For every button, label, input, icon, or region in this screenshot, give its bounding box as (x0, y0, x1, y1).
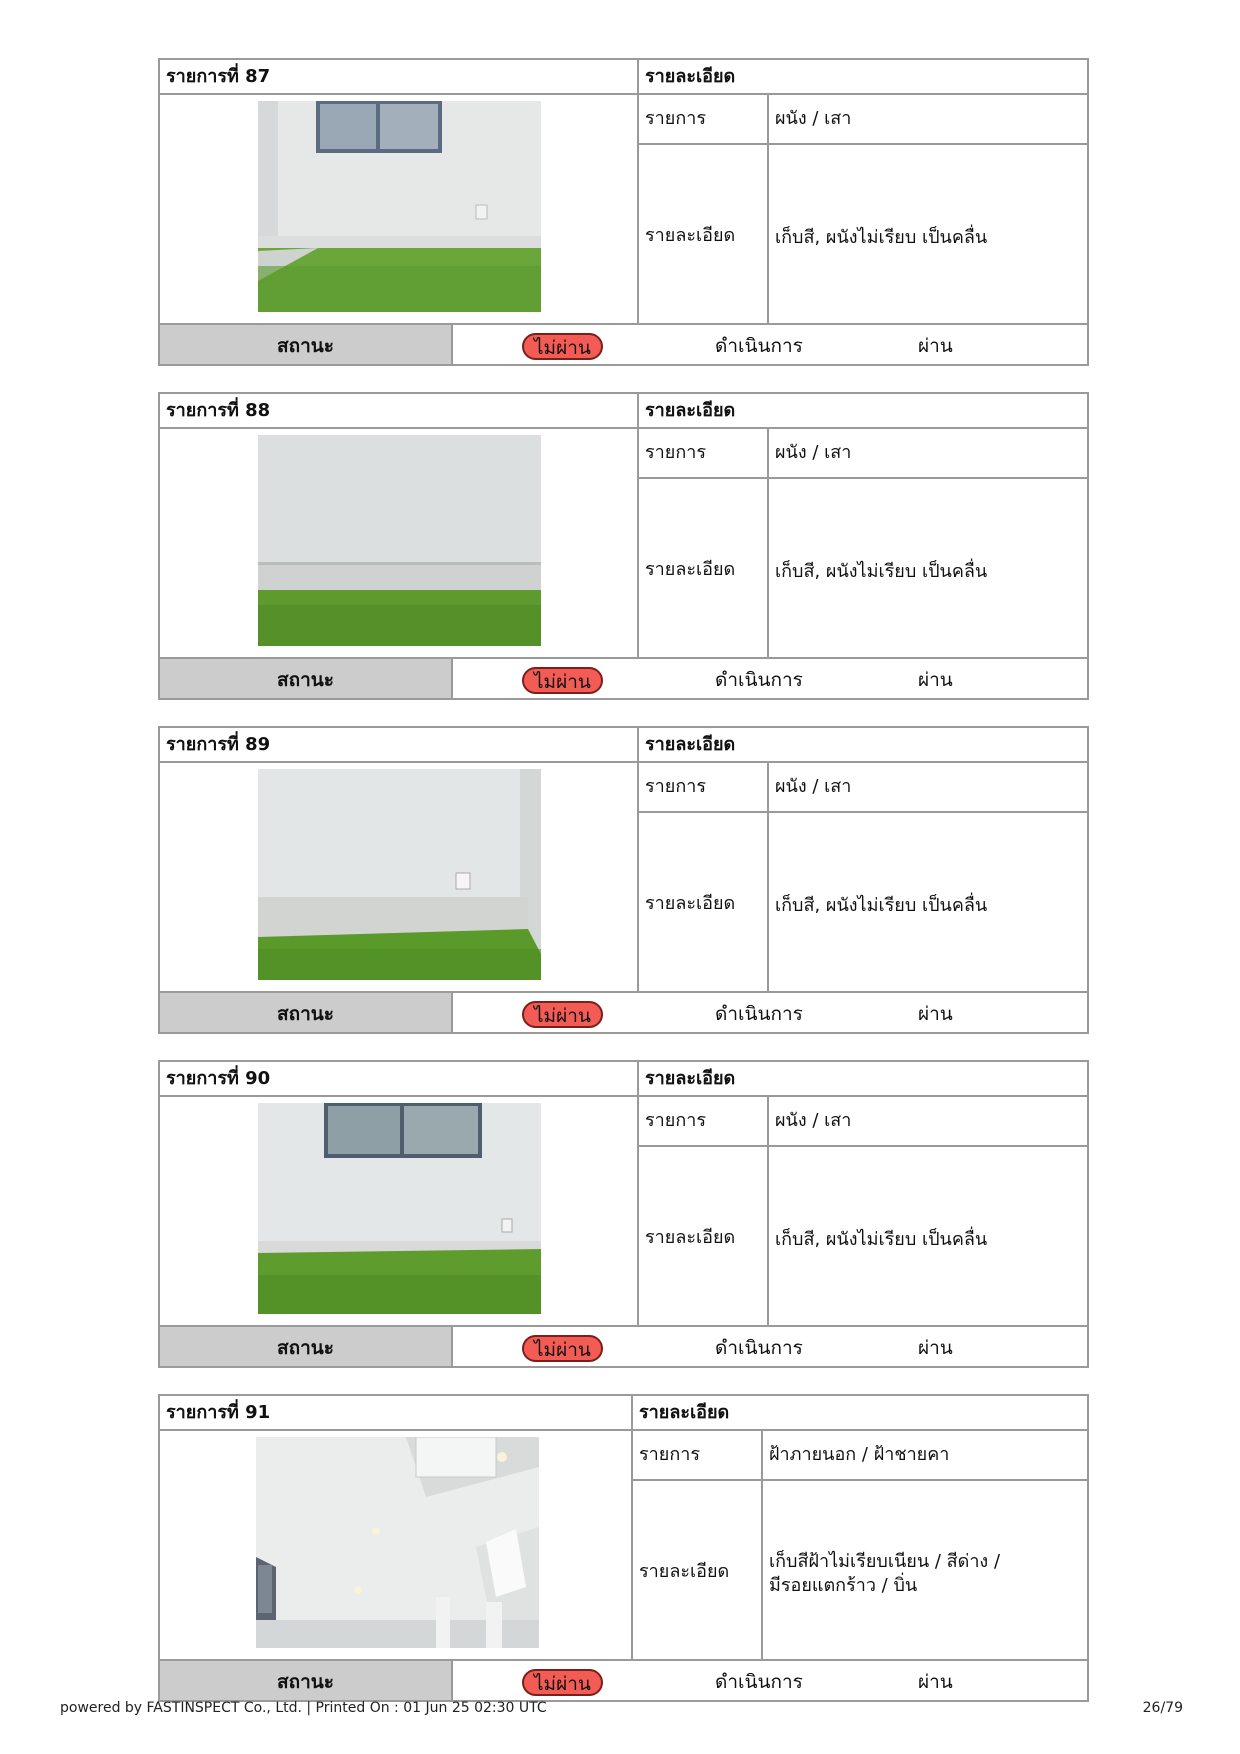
status-in-progress[interactable]: ดำเนินการ (715, 669, 803, 691)
item-category: ผนัง / เสา (769, 763, 1087, 813)
detail-header: รายละเอียด (639, 728, 1087, 763)
inspection-photo[interactable] (258, 435, 541, 646)
item-title: รายการที่ 87 (160, 60, 639, 95)
status-fail-badge[interactable]: ไม่ผ่าน (522, 333, 603, 360)
status-fail-badge[interactable]: ไม่ผ่าน (522, 1669, 603, 1696)
inspection-item-card (158, 1394, 1089, 1702)
page-number: 26/79 (1142, 1700, 1183, 1716)
inspection-photo[interactable] (258, 769, 541, 980)
inspection-photo[interactable] (258, 101, 541, 312)
item-category: ผนัง / เสา (769, 429, 1087, 479)
item-category: ผนัง / เสา (769, 1097, 1087, 1147)
photo-cell (160, 429, 639, 657)
status-pass[interactable]: ผ่าน (918, 1003, 953, 1025)
detail-label: รายละเอียด (639, 1147, 769, 1325)
photo-cell (160, 763, 639, 991)
status-pass[interactable]: ผ่าน (918, 669, 953, 691)
detail-header: รายละเอียด (633, 1396, 1087, 1431)
status-fail-badge[interactable]: ไม่ผ่าน (522, 1001, 603, 1028)
status-pass[interactable]: ผ่าน (918, 1337, 953, 1359)
status-row (160, 991, 1087, 1032)
status-row (160, 1659, 1087, 1700)
status-label: สถานะ (160, 1661, 453, 1700)
item-title: รายการที่ 91 (160, 1396, 633, 1431)
status-pass[interactable]: ผ่าน (918, 335, 953, 357)
detail-header: รายละเอียด (639, 60, 1087, 95)
detail-label: รายละเอียด (639, 145, 769, 323)
status-fail-badge[interactable]: ไม่ผ่าน (522, 667, 603, 694)
status-row (160, 323, 1087, 364)
status-row (160, 1325, 1087, 1366)
item-label: รายการ (639, 1097, 769, 1147)
detail-label: รายละเอียด (639, 813, 769, 991)
photo-cell (160, 1097, 639, 1325)
detail-header: รายละเอียด (639, 1062, 1087, 1097)
item-label: รายการ (639, 429, 769, 479)
detail-label: รายละเอียด (639, 479, 769, 657)
item-detail: เก็บสี, ผนังไม่เรียบ เป็นคลื่น (775, 895, 988, 916)
item-detail: เก็บสี, ผนังไม่เรียบ เป็นคลื่น (775, 227, 988, 248)
item-detail: เก็บสีฝ้าไม่เรียบเนียน / สีด่าง / มีรอยแตกร้าว / บิ่น (769, 1551, 1001, 1596)
inspection-item-card (158, 1060, 1089, 1368)
photo-cell (160, 1431, 633, 1659)
status-in-progress[interactable]: ดำเนินการ (715, 1337, 803, 1359)
item-title: รายการที่ 90 (160, 1062, 639, 1097)
status-in-progress[interactable]: ดำเนินการ (715, 1671, 803, 1693)
status-label: สถานะ (160, 1327, 453, 1366)
status-label: สถานะ (160, 325, 453, 364)
item-category: ฝ้าภายนอก / ฝ้าชายคา (763, 1431, 1087, 1481)
item-label: รายการ (639, 763, 769, 813)
status-label: สถานะ (160, 659, 453, 698)
status-fail-badge[interactable]: ไม่ผ่าน (522, 1335, 603, 1362)
inspection-item-card (158, 58, 1089, 366)
item-label: รายการ (639, 95, 769, 145)
item-label: รายการ (633, 1431, 763, 1481)
inspection-item-card (158, 392, 1089, 700)
item-title: รายการที่ 89 (160, 728, 639, 763)
item-detail: เก็บสี, ผนังไม่เรียบ เป็นคลื่น (775, 561, 988, 582)
item-title: รายการที่ 88 (160, 394, 639, 429)
photo-cell (160, 95, 639, 323)
item-detail: เก็บสี, ผนังไม่เรียบ เป็นคลื่น (775, 1229, 988, 1250)
status-in-progress[interactable]: ดำเนินการ (715, 335, 803, 357)
status-in-progress[interactable]: ดำเนินการ (715, 1003, 803, 1025)
item-category: ผนัง / เสา (769, 95, 1087, 145)
status-pass[interactable]: ผ่าน (918, 1671, 953, 1693)
inspection-item-card (158, 726, 1089, 1034)
detail-header: รายละเอียด (639, 394, 1087, 429)
status-label: สถานะ (160, 993, 453, 1032)
footer-printed-info: powered by FASTINSPECT Co., Ltd. | Printed On : 01 Jun 25 02:30 UTC (60, 1700, 547, 1716)
inspection-photo[interactable] (256, 1437, 539, 1648)
status-row (160, 657, 1087, 698)
inspection-photo[interactable] (258, 1103, 541, 1314)
detail-label: รายละเอียด (633, 1481, 763, 1659)
